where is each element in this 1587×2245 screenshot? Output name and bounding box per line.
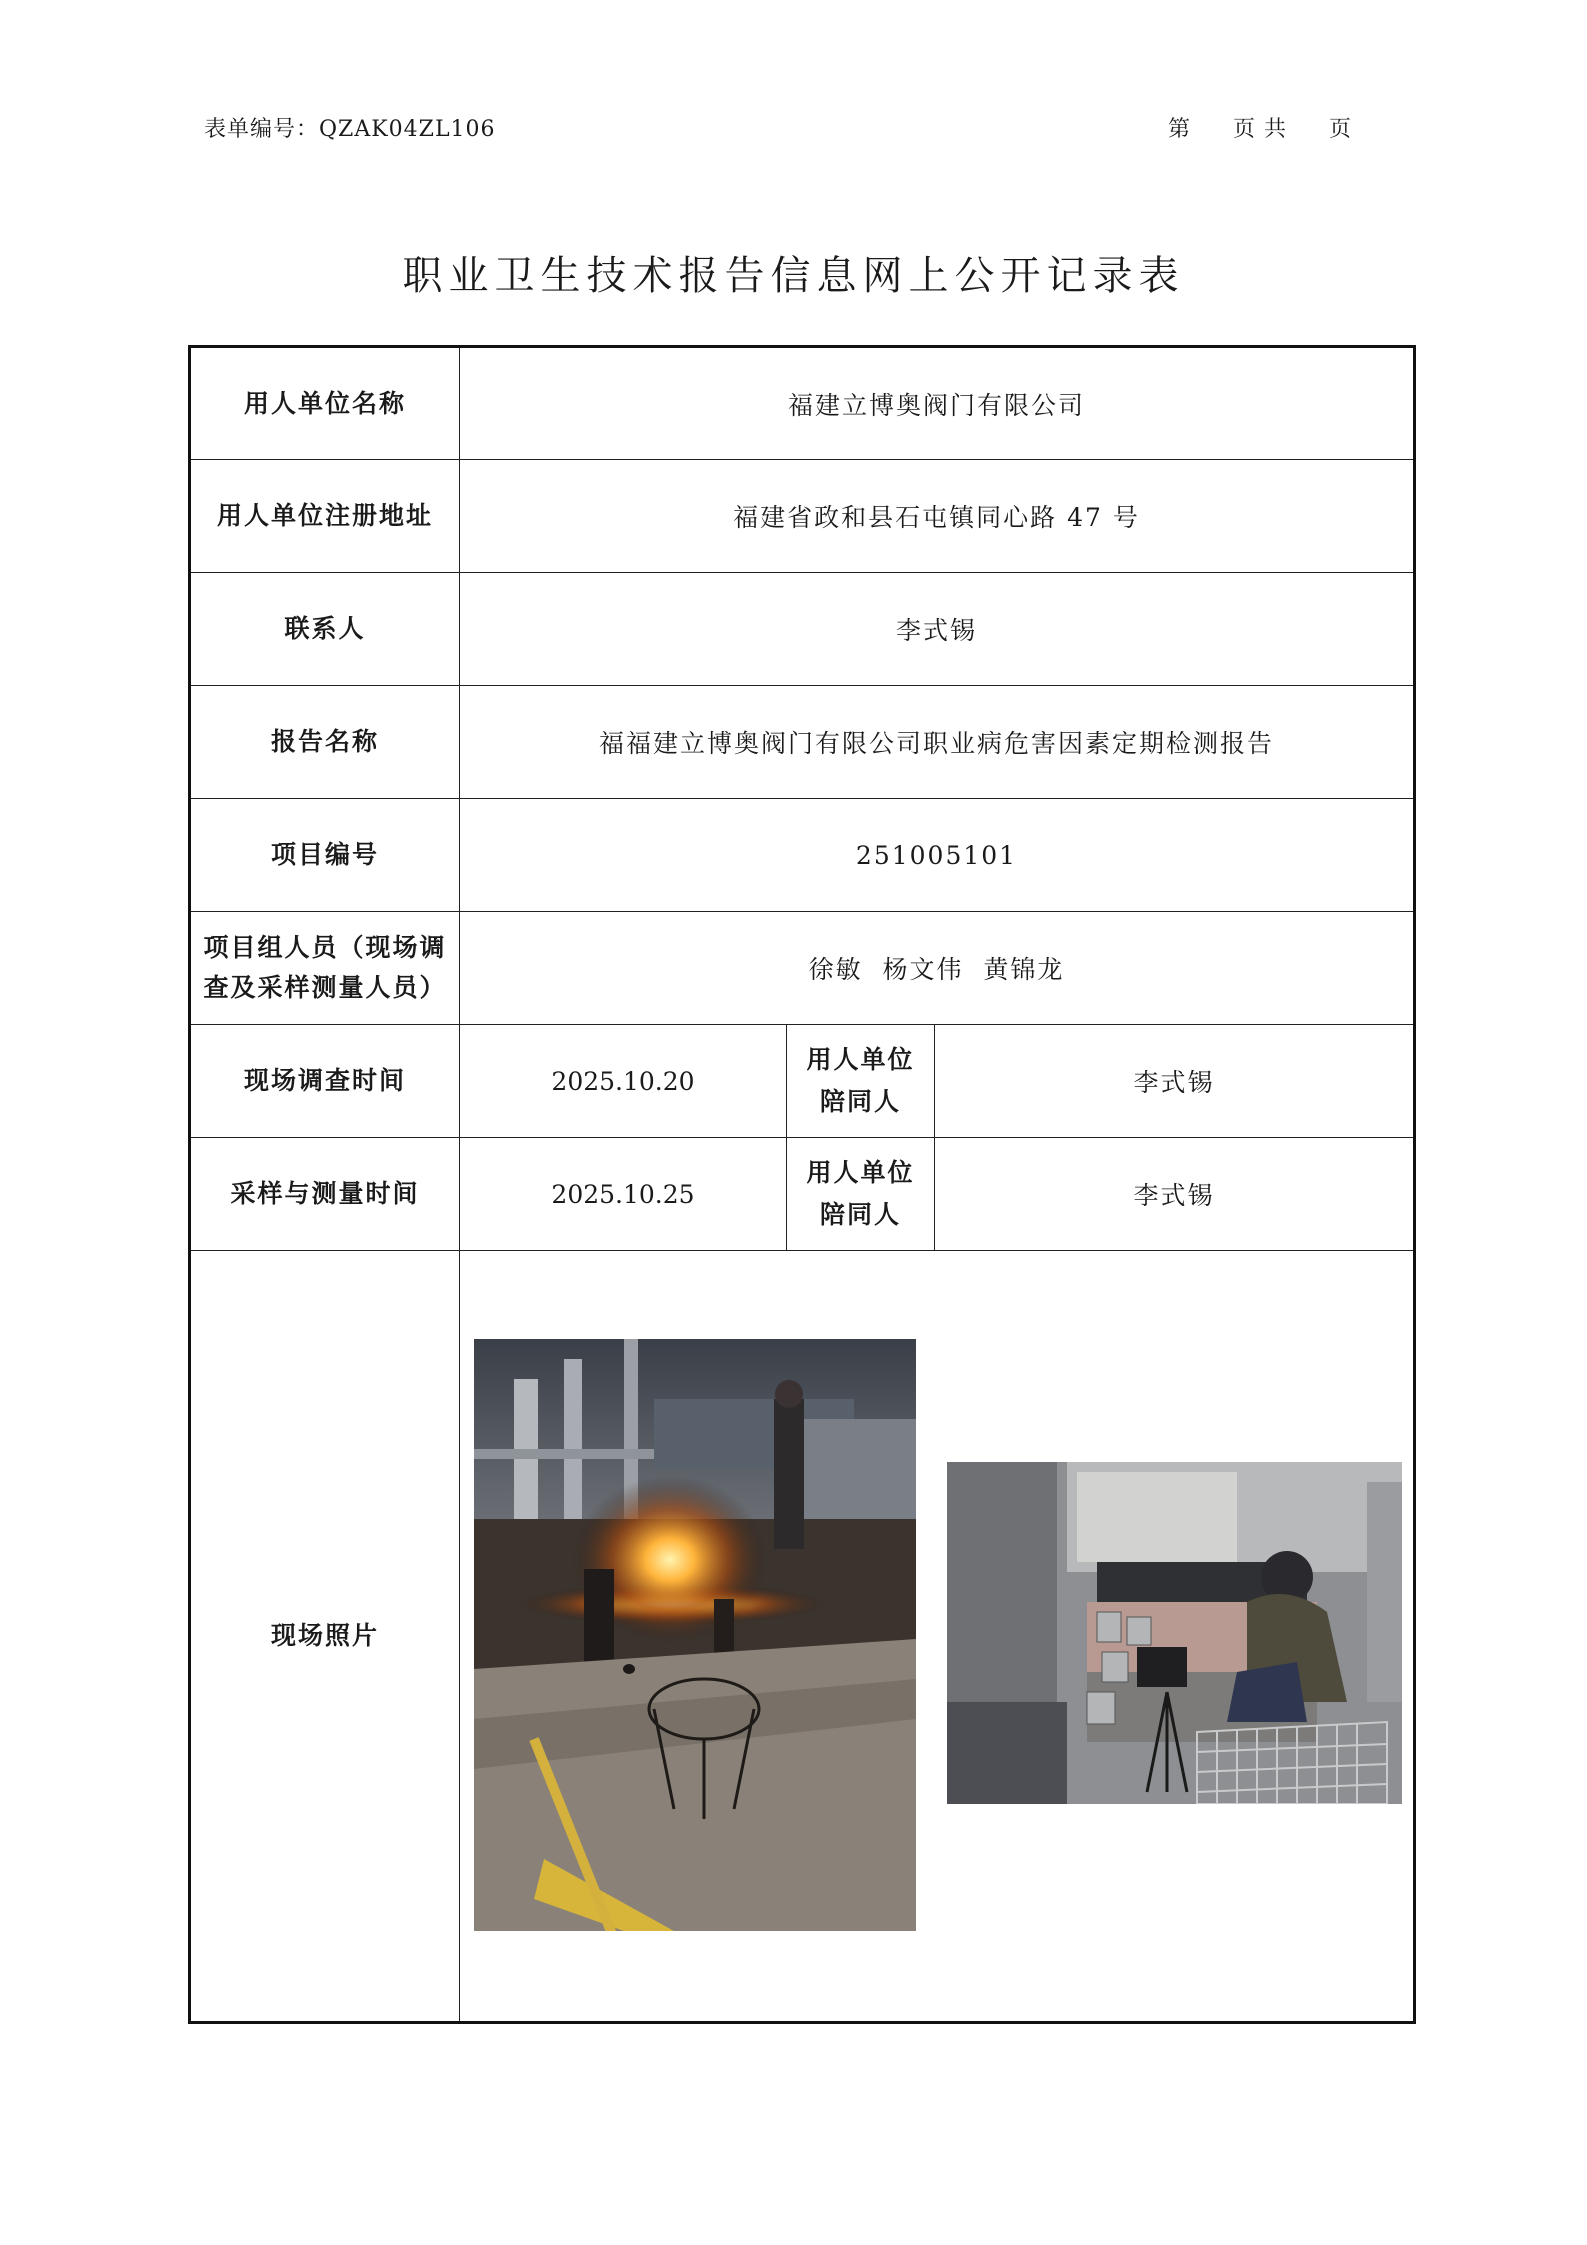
project-no-label: 项目编号 xyxy=(190,799,460,912)
project-no-value: 251005101 xyxy=(460,799,1415,912)
unit-name-label: 用人单位名称 xyxy=(190,347,460,460)
row-team xyxy=(190,912,1415,1025)
survey-accompany-value: 李式锡 xyxy=(935,1025,1415,1138)
row-photos xyxy=(190,1251,1415,2023)
address-label: 用人单位注册地址 xyxy=(190,460,460,573)
form-number-value: QZAK04ZL106 xyxy=(319,117,496,142)
row-report-name xyxy=(190,686,1415,799)
row-unit-name xyxy=(190,347,1415,460)
row-survey xyxy=(190,1025,1415,1138)
page-di: 第 xyxy=(1168,117,1192,142)
row-contact xyxy=(190,573,1415,686)
report-name-value: 福福建立博奥阀门有限公司职业病危害因素定期检测报告 xyxy=(460,686,1415,799)
photos-label: 现场照片 xyxy=(190,1251,460,2023)
photo-area xyxy=(460,1251,1413,2021)
grinding-photo-image xyxy=(947,1462,1402,1804)
team-value: 徐敏 杨文伟 黄锦龙 xyxy=(460,912,1415,1025)
survey-label: 现场调查时间 xyxy=(190,1025,460,1138)
form-number xyxy=(204,112,496,143)
contact-value: 李式锡 xyxy=(460,573,1415,686)
unit-name-value: 福建立博奥阀门有限公司 xyxy=(460,347,1415,460)
team-label-line2: 查及采样测量人员） xyxy=(203,973,447,1002)
team-label xyxy=(190,912,460,1025)
photos-cell xyxy=(460,1251,1415,2023)
sampling-date: 2025.10.25 xyxy=(460,1138,787,1251)
survey-accompany-label xyxy=(787,1025,935,1138)
form-number-label: 表单编号： xyxy=(204,117,320,142)
survey-accompany-line2: 陪同人 xyxy=(819,1087,901,1116)
row-project-no xyxy=(190,799,1415,912)
site-photo-foundry xyxy=(474,1339,916,1931)
sampling-accompany-line1: 用人单位 xyxy=(806,1158,915,1187)
sampling-accompany-label xyxy=(787,1138,935,1251)
page-title: 职业卫生技术报告信息网上公开记录表 xyxy=(402,253,1185,299)
page-ye-gong: 页 共 xyxy=(1233,117,1288,142)
page-ye: 页 xyxy=(1329,117,1353,142)
site-photo-grinding xyxy=(947,1462,1402,1804)
sampling-label: 采样与测量时间 xyxy=(190,1138,460,1251)
survey-accompany-line1: 用人单位 xyxy=(806,1045,915,1074)
row-address xyxy=(190,460,1415,573)
sampling-accompany-value: 李式锡 xyxy=(935,1138,1415,1251)
survey-date: 2025.10.20 xyxy=(460,1025,787,1138)
record-table xyxy=(188,345,1416,2024)
team-label-line1: 项目组人员（现场调 xyxy=(203,933,447,962)
sampling-accompany-line2: 陪同人 xyxy=(819,1200,901,1229)
address-value: 福建省政和县石屯镇同心路 47 号 xyxy=(460,460,1415,573)
contact-label: 联系人 xyxy=(190,573,460,686)
report-name-label: 报告名称 xyxy=(190,686,460,799)
row-sampling xyxy=(190,1138,1415,1251)
page-counter xyxy=(1168,112,1352,143)
foundry-photo-image xyxy=(474,1339,916,1931)
